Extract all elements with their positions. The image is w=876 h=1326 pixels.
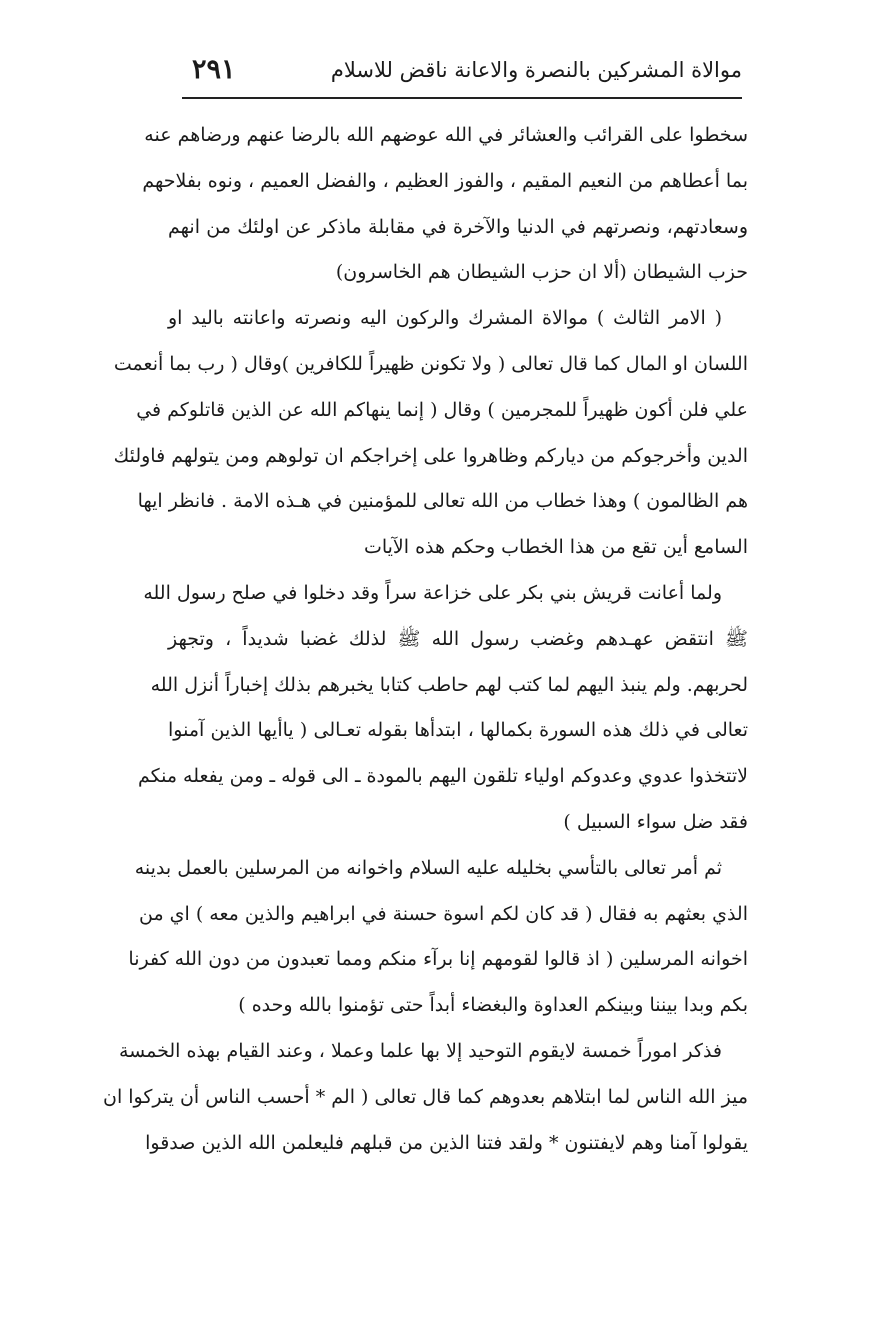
text-line: فذكر اموراً خمسة لايقوم التوحيد إلا بها علما وعملا ، وعند القيام بهذه الخمسة xyxy=(119,1039,722,1062)
header-divider xyxy=(182,97,742,99)
text-line: الذي بعثهم به فقال ( قد كان لكم اسوة حسنة في ابراهيم والذين معه ) اي من xyxy=(138,902,748,925)
text-line: وسعادتهم، ونصرتهم في الدنيا والآخرة في مقابلة ماذكر عن اولئك من انهم xyxy=(168,215,748,238)
text-line: هم الظالمون ) وهذا خطاب من الله تعالى للمؤمنين في هـذه الامة . فانظر ايها xyxy=(137,490,748,513)
text-line: ثم أمر تعالى بالتأسي بخليله عليه السلام واخوانه من المرسلين بالعمل بدينه xyxy=(134,856,722,879)
text-line: الدين وأخرجوكم من دياركم وظاهروا على إخراجكم ان تولوهم ومن يتولهم فاولئك xyxy=(113,444,748,467)
page-number: ٢٩١ xyxy=(192,54,236,85)
text-line: بكم وبدا بيننا وبينكم العداوة والبغضاء أبداً حتى تؤمنوا بالله وحده ) xyxy=(238,994,748,1017)
running-title: موالاة المشركين بالنصرة والاعانة ناقض للاسلام xyxy=(330,58,742,82)
text-line: اللسان او المال كما قال تعالى ( ولا تكونن ظهيراً للكافرين )وقال ( رب بما أنعمت xyxy=(113,352,748,375)
text-line: علي فلن أكون ظهيراً للمجرمين ) وقال ( إنما ينهاكم الله عن الذين قاتلوكم في xyxy=(136,398,748,421)
text-line: لاتتخذوا عدوي وعدوكم اولياء تلقون اليهم بالمودة ـ الى قوله ـ ومن يفعله منكم xyxy=(137,765,748,788)
text-line: ميز الله الناس لما ابتلاهم بعدوهم كما قال تعالى ( الم * أحسب الناس أن يتركوا ان xyxy=(103,1085,748,1108)
text-line: السامع أين تقع من هذا الخطاب وحكم هذه الآيات xyxy=(363,536,748,559)
text-line: سخطوا على القرائب والعشائر في الله عوضهم الله بالرضا عنهم ورضاهم عنه xyxy=(144,124,748,146)
running-header xyxy=(182,52,742,92)
text-line: ( الامر الثالث ) موالاة المشرك والركون اليه ونصرته واعانته باليد او xyxy=(168,307,722,330)
text-line: ﷺ انتقض عهـدهم وغضب رسول الله ﷺ لذلك غضبا شديداً ، وتجهز xyxy=(168,627,748,650)
body-text xyxy=(103,113,748,1166)
text-line: فقد ضل سواء السبيل ) xyxy=(563,810,748,833)
text-line: حزب الشيطان (ألا ان حزب الشيطان هم الخاسرون) xyxy=(335,261,748,284)
text-line: يقولوا آمنا وهم لايفتنون * ولقد فتنا الذين من قبلهم فليعلمن الله الذين صدقوا xyxy=(145,1131,748,1154)
text-line: بما أعطاهم من النعيم المقيم ، والفوز العظيم ، والفضل العميم ، ونوه بفلاحهم xyxy=(142,169,748,192)
text-line: تعالى في ذلك هذه السورة بكمالها ، ابتدأها بقوله تعـالى ( ياأيها الذين آمنوا xyxy=(168,719,748,742)
text-line: ولما أعانت قريش بني بكر على خزاعة سراً وقد دخلوا في صلح رسول الله xyxy=(143,581,722,604)
text-line: لحربهم. ولم ينبذ اليهم لما كتب لهم حاطب كتابا يخبرهم بذلك إخباراً أنزل الله xyxy=(150,673,748,696)
text-line: اخوانه المرسلين ( اذ قالوا لقومهم إنا برآء منكم ومما تعبدون من دون الله كفرنا xyxy=(128,948,748,971)
